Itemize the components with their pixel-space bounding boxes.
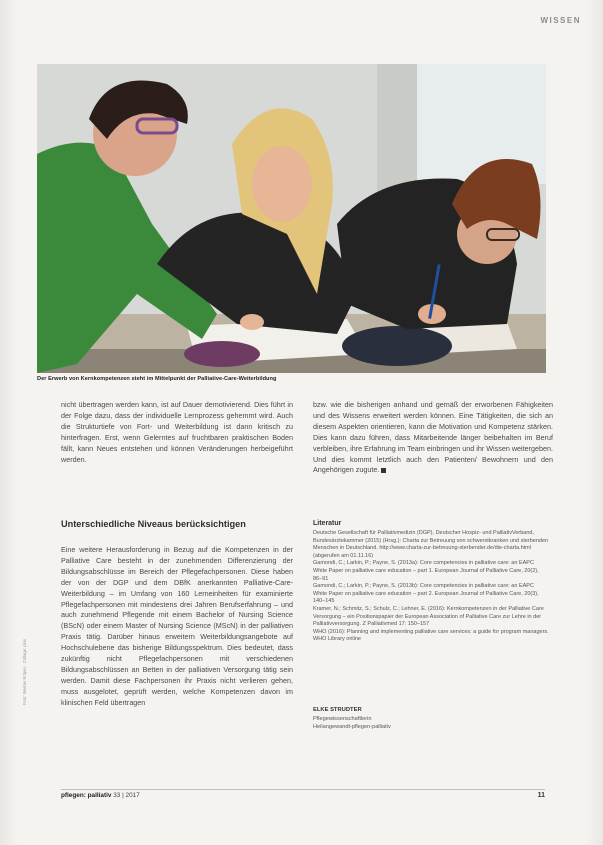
photo-illustration-icon [37,64,546,373]
article-photo [37,64,546,373]
literature-entry: Gamondi, C.; Larkin, P.; Payne, S. (2013b): Core competencies in palliative care: an EAPC White Paper on palliative care education – part 2. European Journal of Palliative Care, 20(3), 140–145 [313,583,539,605]
paragraph-text-content: bzw. wie die bisherigen anhand und gemäß der erworbenen Fähigkeiten und des Wissens erweitert werden können. Eine Tätigkeiten, die sich an diesem Aspekten orientieren, kann die Motivation und Kompetenz stärken. Dies kann dazu führen, dass Mitarbeitende länger beibehalten im Beruf verbleiben, ihre Erfahrung im Team einbringen und ihr Wissen weitergeben. Und dies kommt letztlich auch den Patienten/ Bewohnern und den Angehörigen zugute. [313,400,553,475]
literature-entry: Deutsche Gesellschaft für Palliativmedizin (DGP), Deutscher Hospiz- und PalliativVerband, Bundesärztekammer (2015) (Hrsg.): Charta zur Betreuung von schwerstkranken und sterbenden Menschen in Deutschland. http://www.charta-zur-betreuung-sterbender.de/die-charta.html (abgerufen am 01.11.16) [313,530,549,559]
author-name: ELKE STRUDTER [313,707,362,713]
section-heading: Unterschiedliche Niveaus berücksichtigen [61,519,246,529]
body-column-left-main [61,545,293,709]
body-column-right-top [313,400,553,476]
photo-caption: Der Erwerb von Kernkompetenzen steht im Mittelpunkt der Palliative-Care-Weiterbildung [37,376,277,382]
page-number: 11 [537,792,545,799]
literature-list [313,530,549,644]
paragraph-text: Eine weitere Herausforderung in Bezug auf die Kompetenzen in der Palliative Care besteht in der zunehmenden Differenzierung der Bildungsabschlüsse im Bereich der Pflegefachpersonen. Diese haben der von der DGP und dem DBfK anerkannten Palliative-Care-Weiterbildung – im Umfang von 160 Lerneinheiten für examinierte Pflegefachpersonen mit mindestens drei Jahren Berufserfahrung – und auch zunehmend Pflegende mit einem Bachelor of Nursing Science (BScN) oder einem Master of Nursing Science (MScN) in der palliativen Praxis tätig. Darüber hinaus erweitern Weiterbildungsangebote auf Hochschulebene das bisherige Bildungsspektrum. Dies bedeutet, dass zukünftig nicht Pflegefachpersonen mit verschiedenen Bildungsabschlüssen an Betten in der palliativen Versorgung tätig sein werden. Damit diese Fachpersonen ihr Praxis nicht verlieren gehen, muss ausgelotet, geprüft werden, welche Kompetenzen davon im klinischen Feld übertragen [61,545,293,707]
footer-issue [61,792,140,799]
end-mark-icon [381,468,386,473]
paragraph-text: nicht übertragen werden kann, ist auf Dauer demotivierend. Dies führt in der Folge dazu, dass der individuelle Lernprozess gehemmt wird. Auch die Strukturtiefe von Fort- und Weiterbildung ist dann kritisch zu hinterfragen. Erst, wenn Gelerntes auf fruchtbaren praktischen Boden fällt, kann Neues entstehen und können Veränderungen herbeigeführt werden. [61,400,293,464]
magazine-name: pflegen: palliativ [61,792,112,799]
body-column-left-top [61,400,293,465]
paragraph-text [313,400,553,476]
literature-title: Literatur [313,520,342,527]
literature-entry: Kramer, N.; Schmitz, S.; Schulz, C.; Lehner, E. (2016): Kernkompetenzen in der Palliative Care Versorgung – ein Positionspapier der European Association of Palliative Care zur Lehre in der Palliativversorgung. Z Palliativmed 17: 150–157 [313,605,544,628]
author-role: Pflegewissenschaftlerin [313,716,372,722]
literature-entry: Gamondi, C.; Larkin, P.; Payne, S. (2013a): Core competencies in palliative care: an EAPC White Paper on palliative care education – part 1. European Journal of Palliative Care, 20(2), 86–91 [313,560,539,582]
photo-credit: Foto: Werner Krüper · Collage: plus [22,638,27,705]
issue-number: 33 | 2017 [113,792,140,799]
footer-divider [61,789,545,790]
literature-entry: WHO (2016): Planning and implementing palliative care services: a guide for program managers. WHO Library online [313,628,549,643]
section-label: WISSEN [540,16,581,25]
author-affiliation: Heilangewandt-pflegen-palliativ [313,724,391,730]
